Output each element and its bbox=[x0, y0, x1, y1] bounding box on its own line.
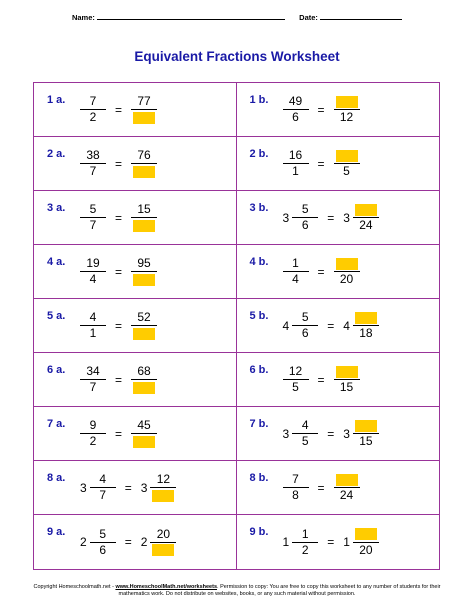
answer-box[interactable] bbox=[152, 544, 174, 556]
equals-sign: = bbox=[317, 372, 325, 387]
problem-label: 4 b. bbox=[249, 256, 269, 268]
numerator: 4 bbox=[99, 472, 107, 486]
numerator: 12 bbox=[288, 364, 303, 378]
equals-sign: = bbox=[327, 210, 335, 225]
equals-sign: = bbox=[317, 156, 325, 171]
equals-sign: = bbox=[115, 264, 123, 279]
right-fraction bbox=[131, 310, 157, 341]
left-fraction bbox=[292, 202, 318, 233]
numerator: 5 bbox=[89, 202, 97, 216]
whole-number: 3 bbox=[282, 210, 290, 225]
numerator: 49 bbox=[288, 94, 303, 108]
numerator: 1 bbox=[292, 256, 299, 270]
right-fraction bbox=[131, 148, 157, 179]
right-fraction bbox=[131, 256, 157, 287]
whole-number: 4 bbox=[282, 318, 290, 333]
name-date-line bbox=[0, 13, 474, 22]
equation bbox=[80, 407, 157, 460]
denominator: 1 bbox=[292, 164, 299, 178]
numerator: 15 bbox=[137, 202, 151, 216]
denominator: 8 bbox=[292, 488, 299, 502]
numerator: 52 bbox=[137, 310, 151, 324]
right-fraction bbox=[150, 527, 176, 558]
numerator: 16 bbox=[288, 148, 303, 162]
equals-sign: = bbox=[327, 426, 335, 441]
left-fraction bbox=[80, 256, 106, 287]
left-fraction bbox=[80, 310, 106, 341]
numerator-answer[interactable] bbox=[353, 202, 379, 217]
left-fraction bbox=[283, 256, 309, 287]
equation bbox=[283, 461, 360, 514]
answer-box[interactable] bbox=[152, 490, 174, 502]
denominator: 7 bbox=[99, 488, 107, 502]
answer-box[interactable] bbox=[133, 220, 155, 232]
numerator-answer[interactable] bbox=[353, 418, 379, 433]
numerator: 19 bbox=[86, 256, 100, 270]
numerator: 38 bbox=[86, 148, 100, 162]
whole-number: 3 bbox=[343, 210, 350, 225]
equation bbox=[80, 299, 157, 352]
problem-label: 4 a. bbox=[47, 256, 66, 268]
denominator: 18 bbox=[359, 326, 373, 340]
equation bbox=[80, 245, 157, 298]
equation bbox=[283, 515, 379, 569]
numerator: 5 bbox=[99, 526, 107, 541]
answer-box[interactable] bbox=[133, 382, 155, 394]
right-fraction bbox=[131, 202, 157, 233]
left-fraction bbox=[283, 364, 309, 395]
denominator: 2 bbox=[89, 434, 97, 448]
numerator: 20 bbox=[156, 526, 171, 541]
numerator: 76 bbox=[137, 148, 151, 162]
numerator: 5 bbox=[301, 310, 309, 324]
denominator-answer[interactable] bbox=[131, 380, 157, 395]
answer-box[interactable] bbox=[355, 528, 377, 540]
left-fraction bbox=[283, 94, 309, 125]
denominator-answer[interactable] bbox=[131, 218, 157, 233]
answer-box[interactable] bbox=[336, 366, 358, 378]
problem-cell bbox=[237, 137, 440, 191]
problem-label: 9 b. bbox=[249, 526, 269, 538]
problem-label: 6 b. bbox=[249, 364, 269, 376]
equals-sign: = bbox=[115, 210, 123, 225]
denominator: 24 bbox=[339, 488, 354, 502]
problem-cell bbox=[34, 191, 237, 245]
denominator: 2 bbox=[301, 542, 309, 557]
answer-box[interactable] bbox=[133, 112, 155, 124]
right-fraction bbox=[150, 472, 176, 503]
left-fraction bbox=[90, 472, 116, 503]
numerator: 7 bbox=[292, 472, 299, 486]
equals-sign: = bbox=[115, 426, 123, 441]
equals-sign: = bbox=[115, 372, 123, 387]
problem-cell bbox=[34, 461, 237, 515]
name-label: Name: bbox=[71, 13, 95, 22]
whole-number: 3 bbox=[282, 426, 290, 441]
answer-box[interactable] bbox=[336, 150, 358, 162]
problem-label: 2 b. bbox=[249, 148, 269, 160]
left-fraction bbox=[80, 94, 106, 125]
left-fraction bbox=[292, 527, 318, 558]
problem-cell bbox=[237, 191, 440, 245]
equals-sign: = bbox=[124, 535, 132, 549]
denominator-answer[interactable] bbox=[131, 110, 157, 125]
problem-cell bbox=[34, 83, 237, 137]
denominator: 5 bbox=[343, 164, 350, 178]
right-fraction bbox=[353, 527, 379, 558]
answer-box[interactable] bbox=[336, 474, 358, 486]
numerator: 77 bbox=[137, 94, 151, 108]
denominator: 20 bbox=[359, 542, 373, 557]
equals-sign: = bbox=[115, 156, 123, 171]
worksheets-link[interactable]: www.HomeschoolMath.net/worksheets bbox=[115, 584, 218, 590]
right-fraction bbox=[334, 94, 360, 125]
denominator: 6 bbox=[301, 326, 309, 340]
left-fraction bbox=[283, 472, 309, 503]
equation bbox=[80, 137, 157, 190]
denominator: 4 bbox=[292, 272, 299, 286]
problem-cell bbox=[237, 245, 440, 299]
footer-prefix: Copyright Homeschoolmath.net - bbox=[33, 584, 116, 590]
left-fraction bbox=[292, 418, 318, 449]
right-fraction bbox=[131, 364, 157, 395]
equals-sign: = bbox=[317, 480, 325, 495]
name-blank bbox=[97, 13, 285, 20]
whole-number: 2 bbox=[80, 535, 87, 549]
problem-label: 6 a. bbox=[47, 364, 66, 376]
numerator: 34 bbox=[86, 364, 100, 378]
denominator: 15 bbox=[359, 434, 373, 448]
numerator-answer[interactable] bbox=[334, 94, 360, 109]
equals-sign: = bbox=[124, 480, 132, 495]
answer-box[interactable] bbox=[355, 204, 377, 216]
problem-label: 7 b. bbox=[249, 418, 269, 430]
denominator-answer[interactable] bbox=[150, 488, 176, 503]
left-fraction bbox=[80, 418, 106, 449]
equation bbox=[283, 83, 360, 136]
left-fraction bbox=[80, 364, 106, 395]
left-fraction bbox=[283, 148, 309, 179]
denominator: 6 bbox=[292, 110, 299, 124]
right-fraction bbox=[353, 202, 379, 233]
problem-cell bbox=[34, 245, 237, 299]
worksheet-title: Equivalent Fractions Worksheet bbox=[134, 49, 340, 64]
equals-sign: = bbox=[115, 102, 123, 117]
denominator: 2 bbox=[89, 110, 97, 124]
denominator-answer[interactable] bbox=[131, 326, 157, 341]
equals-sign: = bbox=[317, 102, 325, 117]
answer-box[interactable] bbox=[355, 420, 377, 432]
whole-number: 3 bbox=[80, 480, 87, 495]
whole-number: 4 bbox=[343, 318, 350, 333]
right-fraction bbox=[334, 364, 360, 395]
equation bbox=[283, 245, 360, 298]
denominator: 5 bbox=[301, 434, 309, 448]
equals-sign: = bbox=[327, 535, 335, 549]
right-fraction bbox=[131, 94, 157, 125]
numerator: 12 bbox=[156, 472, 171, 486]
problem-grid bbox=[33, 82, 440, 570]
denominator: 24 bbox=[359, 218, 373, 232]
numerator: 45 bbox=[137, 418, 151, 432]
denominator: 4 bbox=[89, 272, 97, 286]
right-fraction bbox=[334, 148, 360, 179]
right-fraction bbox=[353, 418, 379, 449]
footer-text: . Permission to copy: You are free to copy this worksheet to any number of students for their mathematics work. Do not distribute on websites, books, or any such material without permission. bbox=[118, 584, 441, 597]
problem-label: 5 a. bbox=[47, 310, 66, 322]
denominator: 6 bbox=[301, 218, 309, 232]
problem-cell bbox=[237, 515, 440, 569]
denominator: 1 bbox=[89, 326, 97, 340]
problem-cell bbox=[237, 407, 440, 461]
equation bbox=[80, 515, 176, 569]
problem-cell bbox=[34, 299, 237, 353]
answer-box[interactable] bbox=[133, 166, 155, 178]
problem-label: 2 a. bbox=[47, 148, 66, 160]
equation bbox=[80, 353, 157, 406]
numerator: 68 bbox=[137, 364, 151, 378]
problem-cell bbox=[34, 407, 237, 461]
numerator: 9 bbox=[89, 418, 97, 432]
whole-number: 3 bbox=[343, 426, 350, 441]
left-fraction bbox=[80, 202, 106, 233]
left-fraction bbox=[80, 148, 106, 179]
denominator: 7 bbox=[89, 380, 97, 394]
problem-cell bbox=[237, 353, 440, 407]
problem-label: 1 b. bbox=[249, 94, 269, 106]
numerator-answer[interactable] bbox=[334, 256, 360, 271]
denominator-answer[interactable] bbox=[150, 543, 176, 558]
numerator-answer[interactable] bbox=[334, 148, 360, 163]
problem-cell bbox=[34, 353, 237, 407]
problem-cell bbox=[237, 461, 440, 515]
problem-label: 7 a. bbox=[47, 418, 66, 430]
right-fraction bbox=[334, 256, 360, 287]
answer-box[interactable] bbox=[336, 258, 358, 270]
equals-sign: = bbox=[327, 318, 335, 333]
answer-box[interactable] bbox=[133, 274, 155, 286]
denominator: 7 bbox=[89, 164, 97, 178]
numerator: 4 bbox=[301, 418, 309, 432]
equation bbox=[283, 407, 379, 460]
numerator-answer[interactable] bbox=[334, 472, 360, 487]
left-fraction bbox=[292, 310, 318, 341]
denominator-answer[interactable] bbox=[131, 272, 157, 287]
numerator-answer[interactable] bbox=[353, 310, 379, 325]
answer-box[interactable] bbox=[133, 436, 155, 448]
problem-cell bbox=[34, 515, 237, 569]
problem-cell bbox=[237, 299, 440, 353]
whole-number: 2 bbox=[140, 535, 148, 549]
numerator: 5 bbox=[301, 202, 309, 216]
equation bbox=[283, 353, 360, 406]
equation bbox=[283, 137, 360, 190]
numerator-answer[interactable] bbox=[334, 364, 360, 379]
denominator: 5 bbox=[292, 380, 299, 394]
denominator: 15 bbox=[339, 380, 354, 394]
problem-label: 9 a. bbox=[47, 526, 66, 538]
equation bbox=[80, 83, 157, 136]
problem-label: 5 b. bbox=[249, 310, 269, 322]
whole-number: 3 bbox=[140, 480, 148, 495]
denominator: 20 bbox=[339, 272, 354, 286]
date-blank bbox=[320, 13, 402, 20]
equation bbox=[283, 191, 379, 244]
problem-label: 8 b. bbox=[249, 472, 269, 484]
problem-label: 3 a. bbox=[47, 202, 66, 214]
right-fraction bbox=[353, 310, 379, 341]
answer-box[interactable] bbox=[336, 96, 358, 108]
numerator: 7 bbox=[89, 94, 97, 108]
date-label: Date: bbox=[299, 13, 318, 22]
denominator: 12 bbox=[339, 110, 354, 124]
equation bbox=[283, 299, 379, 352]
answer-box[interactable] bbox=[355, 312, 377, 324]
equals-sign: = bbox=[115, 318, 123, 333]
problem-cell bbox=[237, 83, 440, 137]
numerator: 95 bbox=[137, 256, 151, 270]
numerator: 1 bbox=[301, 526, 309, 541]
denominator-answer[interactable] bbox=[131, 434, 157, 449]
problem-label: 1 a. bbox=[47, 94, 66, 106]
right-fraction bbox=[131, 418, 157, 449]
problem-label: 3 b. bbox=[249, 202, 269, 214]
denominator-answer[interactable] bbox=[131, 164, 157, 179]
answer-box[interactable] bbox=[133, 328, 155, 340]
equation bbox=[80, 191, 157, 244]
left-fraction bbox=[90, 527, 116, 558]
equals-sign: = bbox=[317, 264, 325, 279]
numerator-answer[interactable] bbox=[353, 527, 379, 542]
denominator: 6 bbox=[99, 542, 107, 557]
copyright-footer bbox=[20, 584, 454, 598]
right-fraction bbox=[334, 472, 360, 503]
whole-number: 1 bbox=[343, 535, 350, 549]
equation bbox=[80, 461, 176, 514]
problem-cell bbox=[34, 137, 237, 191]
denominator: 7 bbox=[89, 218, 97, 232]
numerator: 4 bbox=[89, 310, 97, 324]
whole-number: 1 bbox=[282, 535, 290, 549]
problem-label: 8 a. bbox=[47, 472, 66, 484]
